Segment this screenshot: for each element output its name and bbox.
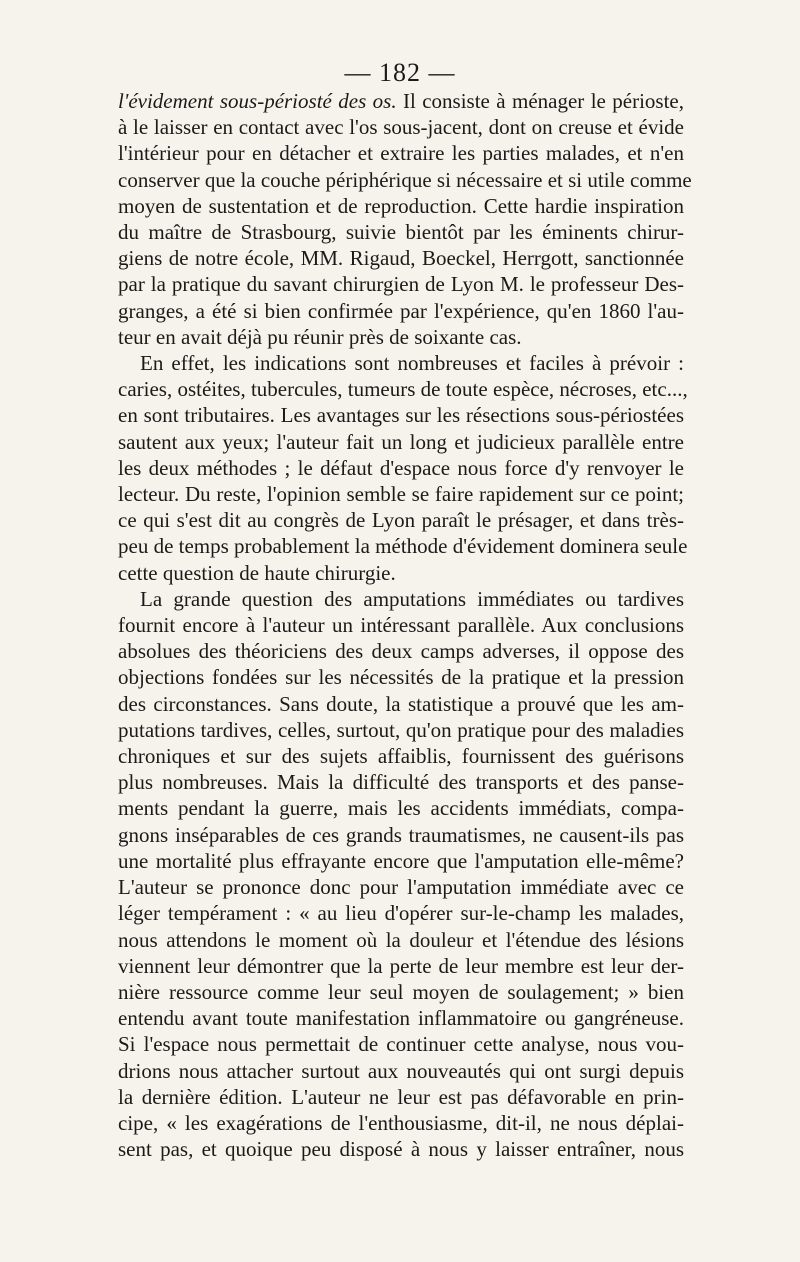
line-text: nous attendons le moment où la douleur et l'étendue des lésions bbox=[118, 927, 684, 952]
text-line bbox=[118, 979, 684, 1005]
text-line bbox=[118, 507, 684, 533]
text-line bbox=[118, 455, 684, 481]
text-line bbox=[118, 769, 684, 795]
line-text: sautent aux yeux; l'auteur fait un long et judicieux parallèle entre bbox=[118, 429, 684, 454]
text-line bbox=[118, 298, 684, 324]
text-line bbox=[118, 664, 684, 690]
text-line bbox=[118, 533, 688, 559]
text-line bbox=[118, 88, 684, 114]
line-text: moyen de sustentation et de reproduction. Cette hardie inspiration bbox=[118, 193, 684, 218]
text-line bbox=[118, 795, 684, 821]
line-text: lecteur. Du reste, l'opinion semble se faire rapidement sur ce point; bbox=[118, 482, 684, 507]
text-line bbox=[118, 429, 684, 455]
text-line bbox=[118, 167, 692, 193]
line-text: entendu avant toute manifestation inflammatoire ou gangréneuse. bbox=[118, 1006, 684, 1031]
text-line bbox=[118, 350, 684, 376]
line-text: peu de temps probablement la méthode d'évidement dominera seule bbox=[118, 534, 688, 559]
line-text: en sont tributaires. Les avantages sur les résections sous-périostées bbox=[118, 403, 684, 428]
text-line bbox=[118, 612, 684, 638]
line-text: plus nombreuses. Mais la difficulté des transports et des panse- bbox=[118, 770, 684, 795]
text-line bbox=[118, 1005, 684, 1031]
line-text: conserver que la couche périphérique si nécessaire et si utile comme bbox=[118, 167, 692, 192]
line-text: Si l'espace nous permettait de continuer cette analyse, nous vou- bbox=[118, 1032, 684, 1057]
line-text: putations tardives, celles, surtout, qu'on pratique pour des maladies bbox=[118, 717, 684, 742]
text-line bbox=[118, 245, 684, 271]
text-line bbox=[118, 1084, 684, 1110]
text-line bbox=[118, 1031, 684, 1057]
line-text: teur en avait déjà pu réunir près de soixante cas. bbox=[118, 324, 522, 349]
text-line bbox=[118, 927, 684, 953]
text-line bbox=[118, 219, 684, 245]
text-line bbox=[118, 402, 684, 428]
line-text: fournit encore à l'auteur un intéressant parallèle. Aux conclusions bbox=[118, 613, 684, 638]
line-text: la dernière édition. L'auteur ne leur est pas défavorable en prin- bbox=[118, 1084, 684, 1109]
line-text: chroniques et sur des sujets affaiblis, fournissent des guérisons bbox=[118, 744, 684, 769]
text-line bbox=[118, 376, 688, 402]
line-text: gnons inséparables de ces grands traumatismes, ne causent-ils pas bbox=[118, 822, 684, 847]
text-line bbox=[118, 691, 684, 717]
line-text: du maître de Strasbourg, suivie bientôt par les éminents chirur- bbox=[118, 220, 684, 245]
line-text: objections fondées sur les nécessités de la pratique et la pression bbox=[118, 665, 684, 690]
text-line bbox=[118, 900, 684, 926]
text-line bbox=[118, 1110, 684, 1136]
page-number: — 182 — bbox=[344, 58, 456, 87]
line-text: l'intérieur pour en détacher et extraire les parties malades, et n'en bbox=[118, 141, 684, 166]
text-line bbox=[118, 743, 684, 769]
text-line bbox=[118, 114, 684, 140]
line-text: léger tempérament : « au lieu d'opérer sur-le-champ les malades, bbox=[118, 901, 684, 926]
text-line bbox=[118, 481, 684, 507]
text-line bbox=[118, 822, 684, 848]
line-text: des circonstances. Sans doute, la statistique a prouvé que les am- bbox=[118, 691, 684, 716]
text-line bbox=[118, 848, 684, 874]
text-line bbox=[118, 560, 684, 586]
line-text: sent pas, et quoique peu disposé à nous y laisser entraîner, nous bbox=[118, 1137, 684, 1162]
text-line bbox=[118, 324, 684, 350]
line-text: Il consiste à ménager le périoste, bbox=[396, 89, 684, 113]
line-text: L'auteur se prononce donc pour l'amputation immédiate avec ce bbox=[118, 875, 684, 900]
text-line bbox=[118, 638, 684, 664]
paragraph-3 bbox=[118, 586, 684, 1162]
text-line bbox=[118, 953, 684, 979]
line-text: cette question de haute chirurgie. bbox=[118, 560, 396, 585]
text-line bbox=[118, 1136, 684, 1162]
line-text: viennent leur démontrer que la perte de leur membre est leur der- bbox=[118, 953, 684, 978]
text-line bbox=[118, 140, 684, 166]
paragraph-2 bbox=[118, 350, 688, 586]
italic-run: l'évidement sous-périosté des os. bbox=[118, 89, 397, 113]
paragraph-1 bbox=[118, 88, 692, 350]
line-text: caries, ostéites, tubercules, tumeurs de toute espèce, nécroses, etc..., bbox=[118, 377, 688, 402]
line-text: ce qui s'est dit au congrès de Lyon paraît le présager, et dans très- bbox=[118, 508, 684, 533]
line-text: giens de notre école, MM. Rigaud, Boeckel, Herrgott, sanctionnée bbox=[118, 246, 684, 271]
line-text: cipe, « les exagérations de l'enthousiasme, dit-il, ne nous déplai- bbox=[118, 1110, 684, 1135]
line-text: absolues des théoriciens des deux camps adverses, il oppose des bbox=[118, 639, 684, 664]
line-text: En effet, les indications sont nombreuses et faciles à prévoir : bbox=[140, 351, 684, 376]
text-line bbox=[118, 874, 684, 900]
line-text: par la pratique du savant chirurgien de Lyon M. le professeur Des- bbox=[118, 272, 684, 297]
text-line bbox=[118, 193, 684, 219]
line-text: à le laisser en contact avec l'os sous-jacent, dont on creuse et évide bbox=[118, 115, 684, 140]
text-line bbox=[118, 586, 684, 612]
line-text: les deux méthodes ; le défaut d'espace nous force d'y renvoyer le bbox=[118, 455, 684, 480]
text-line bbox=[118, 717, 684, 743]
line-text: La grande question des amputations immédiates ou tardives bbox=[140, 586, 684, 611]
line-text: granges, a été si bien confirmée par l'expérience, qu'en 1860 l'au- bbox=[118, 298, 684, 323]
line-text: nière ressource comme leur seul moyen de soulagement; » bien bbox=[118, 979, 684, 1004]
line-text: ments pendant la guerre, mais les accidents immédiats, compa- bbox=[118, 796, 684, 821]
text-line bbox=[118, 1058, 684, 1084]
line-text: une mortalité plus effrayante encore que l'amputation elle-même? bbox=[118, 848, 684, 873]
text-line bbox=[118, 271, 684, 297]
line-text: drions nous attacher surtout aux nouveautés qui ont surgi depuis bbox=[118, 1058, 684, 1083]
body-text bbox=[118, 88, 692, 1162]
